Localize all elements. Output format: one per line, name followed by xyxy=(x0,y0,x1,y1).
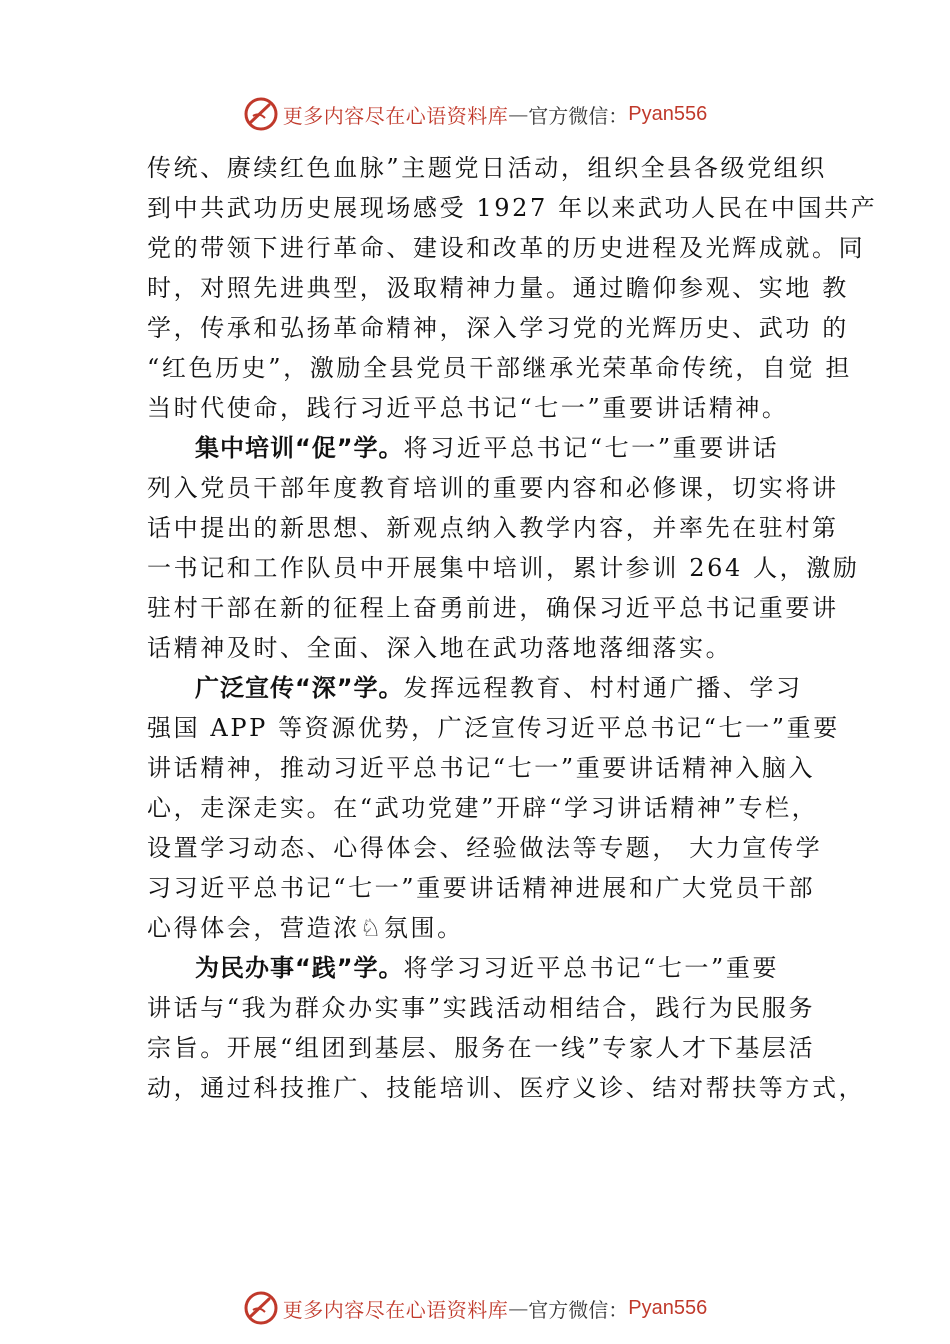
text-line: 传统、赓续红色血脉”主题党日活动，组织全县各级党组织 xyxy=(147,154,827,182)
paragraph-first-line xyxy=(147,948,827,988)
footer-separator: — xyxy=(508,1296,529,1320)
text-line: 到中共武功历史展现场感受 1927 年以来武功人民在中国共产 xyxy=(147,194,878,222)
footer-wechat-id: Pyan556 xyxy=(628,1296,708,1319)
text-line: 动，通过科技推广、技能培训、医疗义诊、结对帮扶等方式， xyxy=(147,1074,866,1102)
section-heading: 广泛宣传“深”学。 xyxy=(195,674,404,702)
text-line: “红色历史”，激励全县党员干部继承光荣革命传统，自觉 担 xyxy=(147,354,852,382)
brush-logo-icon xyxy=(243,96,279,132)
text-line: 讲话精神，推动习近平总书记“七一”重要讲话精神入脑入 xyxy=(147,754,816,782)
footer-banner xyxy=(0,1288,950,1328)
header-wechat-label: 官方微信： xyxy=(528,103,629,128)
text-line: 党的带领下进行革命、建设和改革的历史进程及光辉成就。同 xyxy=(147,234,866,262)
text-line: 心，走深走实。在“武功党建”开辟“学习讲话精神”专栏， xyxy=(147,794,819,822)
text-line: 设置学习动态、心得体会、经验做法等专题， 大力宣传学 xyxy=(147,834,823,862)
text-line: 一书记和工作队员中开展集中培训，累计参训 264 人，激励 xyxy=(147,554,860,582)
text-line: 当时代使命，践行习近平总书记“七一”重要讲话精神。 xyxy=(147,394,789,422)
text-line: 话中提出的新思想、新观点纳入教学内容，并率先在驻村第 xyxy=(147,514,839,542)
header-title: 更多内容尽在心语资料库 xyxy=(282,103,509,128)
brush-logo-icon xyxy=(243,1290,279,1326)
text-line: 学，传承和弘扬革命精神，深入学习党的光辉历史、武功 的 xyxy=(147,314,849,342)
text-line: 宗旨。开展“组团到基层、服务在一线”专家人才下基层活 xyxy=(147,1034,816,1062)
text-run: 将学习习近平总书记“七一”重要 xyxy=(403,954,780,982)
text-line: 列入党员干部年度教育培训的重要内容和必修课，切实将讲 xyxy=(147,474,839,502)
header-banner xyxy=(0,94,950,134)
footer-wechat-label: 官方微信： xyxy=(528,1297,629,1322)
text-line: 习习近平总书记“七一”重要讲话精神进展和广大党员干部 xyxy=(147,874,816,902)
section-heading: 为民办事“践”学。 xyxy=(195,954,404,982)
text-line: 驻村干部在新的征程上奋勇前进，确保习近平总书记重要讲 xyxy=(147,594,839,622)
text-line: 强国 APP 等资源优势，广泛宣传习近平总书记“七一”重要 xyxy=(147,714,840,742)
footer-title: 更多内容尽在心语资料库 xyxy=(282,1297,509,1322)
document-body xyxy=(147,148,878,1108)
paragraph-first-line xyxy=(147,428,827,468)
header-separator: — xyxy=(508,102,529,126)
text-line: 心得体会，营造浓♘氛围。 xyxy=(147,914,464,942)
section-heading: 集中培训“促”学。 xyxy=(195,434,404,462)
text-run: 将习近平总书记“七一”重要讲话 xyxy=(403,434,780,462)
text-line: 时，对照先进典型，汲取精神力量。通过瞻仰参观、实地 教 xyxy=(147,274,849,302)
text-line: 讲话与“我为群众办实事”实践活动相结合，践行为民服务 xyxy=(147,994,816,1022)
header-wechat-id: Pyan556 xyxy=(628,102,708,125)
text-line: 话精神及时、全面、深入地在武功落地落细落实。 xyxy=(147,634,733,662)
paragraph-first-line xyxy=(147,668,827,708)
text-run: 发挥远程教育、村村通广播、学习 xyxy=(403,674,803,702)
